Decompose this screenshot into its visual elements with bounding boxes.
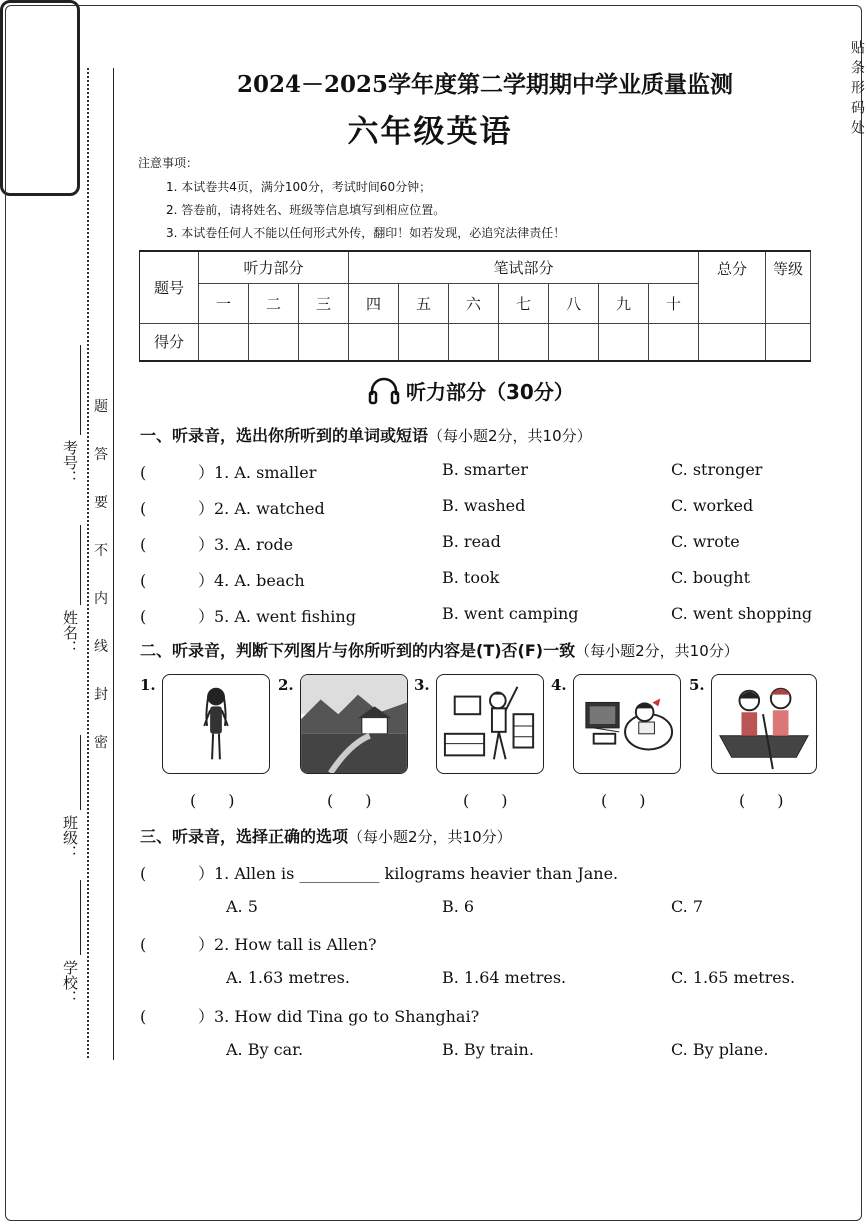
s3-q2-option-a[interactable]: A. 1.63 metres. bbox=[226, 968, 350, 987]
headphones-icon bbox=[368, 377, 400, 410]
score-table bbox=[139, 250, 811, 362]
col-6: 六 bbox=[449, 283, 499, 323]
s1-q2-option-b[interactable]: B. washed bbox=[442, 496, 526, 515]
grade-header: 等级 bbox=[766, 251, 811, 323]
listening-section-title bbox=[368, 376, 574, 410]
score-cell[interactable] bbox=[449, 323, 499, 361]
grade-cell[interactable] bbox=[766, 323, 811, 361]
s1-q3-option-b[interactable]: B. read bbox=[442, 532, 501, 551]
s1-q4-option-b[interactable]: B. took bbox=[442, 568, 500, 587]
row-label-score: 得分 bbox=[140, 323, 199, 361]
col-7: 七 bbox=[499, 283, 549, 323]
class-label: 班级： bbox=[61, 815, 79, 860]
s2-answer-5[interactable]: ( ) bbox=[739, 791, 784, 810]
col-1: 一 bbox=[199, 283, 249, 323]
total-cell[interactable] bbox=[699, 323, 766, 361]
s1-q4-option-c[interactable]: C. bought bbox=[671, 568, 750, 587]
pic-number-5: 5. bbox=[689, 676, 705, 694]
s1-question-1: ( ）1. A. smaller bbox=[140, 463, 317, 482]
notice-item: 3. 本试卷任何人不能以任何形式外传，翻印！如若发现，必追究法律责任！ bbox=[166, 226, 566, 240]
s2-answer-1[interactable]: ( ) bbox=[190, 791, 235, 810]
seal-char: 密 bbox=[94, 735, 108, 751]
seal-solid-line bbox=[113, 68, 114, 1060]
picture-boy-cleaning bbox=[436, 674, 544, 774]
s3-question-1: ( ）1. Allen is __________ kilograms heavier than Jane. bbox=[140, 864, 619, 883]
s1-q5-option-c[interactable]: C. went shopping bbox=[671, 604, 813, 623]
score-cell[interactable] bbox=[349, 323, 399, 361]
seal-char: 题 bbox=[94, 399, 108, 415]
total-header: 总分 bbox=[699, 251, 766, 323]
col-8: 八 bbox=[549, 283, 599, 323]
s1-q1-option-b[interactable]: B. smarter bbox=[442, 460, 529, 479]
listening-title-text: 听力部分（30分） bbox=[406, 380, 574, 404]
s3-q1-option-a[interactable]: A. 5 bbox=[226, 897, 258, 916]
score-cell[interactable] bbox=[599, 323, 649, 361]
seal-char: 答 bbox=[94, 447, 108, 463]
picture-girl-watching-tv bbox=[573, 674, 681, 774]
score-cell[interactable] bbox=[399, 323, 449, 361]
s1-q3-option-c[interactable]: C. wrote bbox=[671, 532, 740, 551]
section-3-title: 三、听录音，选择正确的选项（每小题2分，共10分） bbox=[140, 827, 512, 846]
exam-title: 2024－2025学年度第二学期期中学业质量监测 bbox=[236, 71, 734, 98]
col-5: 五 bbox=[399, 283, 449, 323]
s2-answer-2[interactable]: ( ) bbox=[327, 791, 372, 810]
s3-question-2: ( ）2. How tall is Allen? bbox=[140, 935, 377, 954]
notice-heading: 注意事项： bbox=[138, 156, 199, 170]
score-cell[interactable] bbox=[299, 323, 349, 361]
picture-landscape bbox=[300, 674, 408, 774]
class-line[interactable] bbox=[80, 735, 81, 810]
section-2-title: 二、听录音，判断下列图片与你所听到的内容是(T)否(F)一致（每小题2分，共10分） bbox=[140, 641, 739, 660]
listening-header: 听力部分 bbox=[199, 251, 349, 283]
s2-answer-4[interactable]: ( ) bbox=[601, 791, 646, 810]
notice-item: 2. 答卷前，请将姓名、班级等信息填写到相应位置。 bbox=[166, 203, 446, 217]
written-header: 笔试部分 bbox=[349, 251, 699, 283]
notice-item: 1. 本试卷共4页，满分100分，考试时间60分钟； bbox=[166, 180, 432, 194]
row-label-question: 题号 bbox=[140, 251, 199, 323]
score-cell[interactable] bbox=[549, 323, 599, 361]
pic-number-1: 1. bbox=[140, 676, 156, 694]
exam-subject: 六年级英语 bbox=[347, 114, 513, 150]
pic-number-2: 2. bbox=[278, 676, 294, 694]
s3-q3-option-b[interactable]: B. By train. bbox=[442, 1040, 534, 1059]
school-line[interactable] bbox=[80, 880, 81, 955]
exam-number-line[interactable] bbox=[80, 345, 81, 435]
s3-q1-option-b[interactable]: B. 6 bbox=[442, 897, 475, 916]
seal-char: 封 bbox=[94, 687, 108, 703]
seal-char: 内 bbox=[94, 591, 108, 607]
name-line[interactable] bbox=[80, 525, 81, 605]
s1-question-2: ( ）2. A. watched bbox=[140, 499, 325, 518]
s1-question-3: ( ）3. A. rode bbox=[140, 535, 294, 554]
section-1-title: 一、听录音，选出你所听到的单词或短语（每小题2分，共10分） bbox=[140, 426, 592, 445]
s1-q2-option-c[interactable]: C. worked bbox=[671, 496, 754, 515]
score-cell[interactable] bbox=[249, 323, 299, 361]
name-label: 姓名： bbox=[61, 610, 79, 655]
s3-q1-option-c[interactable]: C. 7 bbox=[671, 897, 704, 916]
col-2: 二 bbox=[249, 283, 299, 323]
seal-char: 要 bbox=[94, 495, 108, 511]
picture-kids-boating bbox=[711, 674, 817, 774]
score-cell[interactable] bbox=[499, 323, 549, 361]
seal-dotted-line bbox=[87, 68, 89, 1058]
s3-q2-option-b[interactable]: B. 1.64 metres. bbox=[442, 968, 567, 987]
s3-q3-option-c[interactable]: C. By plane. bbox=[671, 1040, 769, 1059]
exam-number-label: 考号： bbox=[61, 440, 79, 485]
s2-answer-3[interactable]: ( ) bbox=[463, 791, 508, 810]
s1-question-5: ( ）5. A. went fishing bbox=[140, 607, 356, 626]
seal-char: 不 bbox=[94, 543, 108, 559]
barcode-label: 贴条形码处 bbox=[849, 40, 865, 140]
col-9: 九 bbox=[599, 283, 649, 323]
s3-q2-option-c[interactable]: C. 1.65 metres. bbox=[671, 968, 796, 987]
seal-char: 线 bbox=[94, 639, 108, 655]
col-3: 三 bbox=[299, 283, 349, 323]
school-label: 学校： bbox=[61, 960, 79, 1005]
pic-number-3: 3. bbox=[414, 676, 430, 694]
s3-question-3: ( ）3. How did Tina go to Shanghai? bbox=[140, 1007, 480, 1026]
col-4: 四 bbox=[349, 283, 399, 323]
pic-number-4: 4. bbox=[551, 676, 567, 694]
picture-girl bbox=[162, 674, 270, 774]
s3-q3-option-a[interactable]: A. By car. bbox=[226, 1040, 304, 1059]
score-cell[interactable] bbox=[199, 323, 249, 361]
s1-question-4: ( ）4. A. beach bbox=[140, 571, 305, 590]
col-10: 十 bbox=[649, 283, 699, 323]
s1-q5-option-b[interactable]: B. went camping bbox=[442, 604, 579, 623]
score-cell[interactable] bbox=[649, 323, 699, 361]
s1-q1-option-c[interactable]: C. stronger bbox=[671, 460, 763, 479]
